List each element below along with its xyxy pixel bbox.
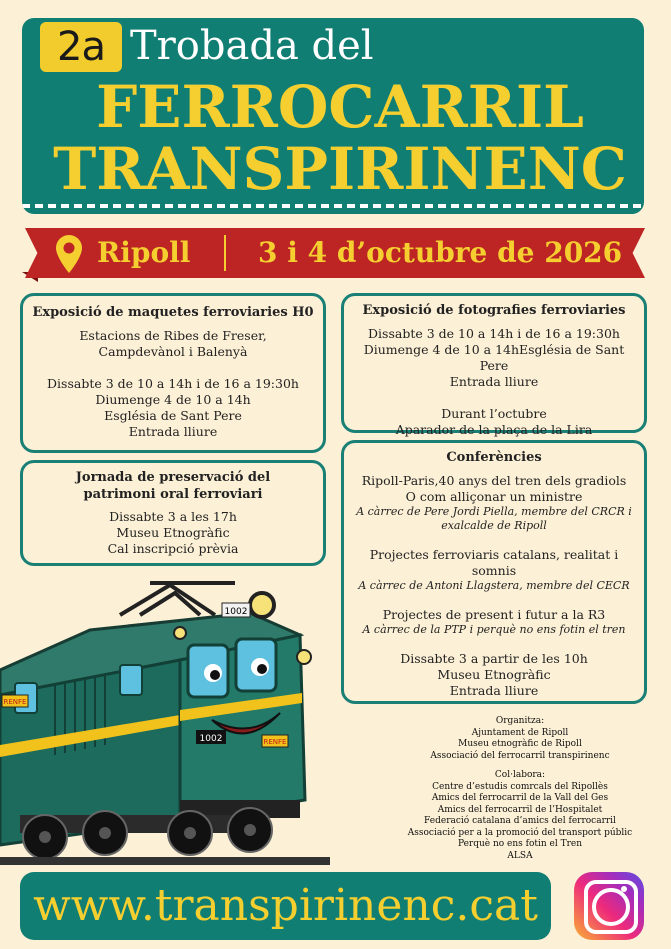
text-line: Dissabte 3 a partir de les 10h bbox=[400, 651, 588, 666]
box-conferencies bbox=[341, 440, 647, 704]
organizer-item: Ajuntament de Ripoll bbox=[471, 727, 569, 738]
talk-title: Projectes de present i futur a la R3 bbox=[382, 607, 606, 622]
ribbon-divider bbox=[224, 235, 226, 271]
box-title: Jornada de preservació del bbox=[75, 470, 271, 485]
talk-speaker: A càrrec de Antoni Llagstera, membre del CECR bbox=[358, 579, 630, 592]
collaborator-item: Federació catalana d’amics del ferrocarril bbox=[424, 816, 616, 826]
collaborator-item: ALSA bbox=[507, 850, 533, 861]
location-label: Ripoll bbox=[97, 236, 191, 269]
text-line: Campdevànol i Balenyà bbox=[98, 344, 248, 359]
organitza-label: Organitza: bbox=[495, 716, 545, 726]
text-line: Museu Etnogràfic bbox=[437, 667, 551, 682]
instagram-icon-lens bbox=[592, 888, 630, 926]
box-title: Exposició de maquetes ferroviaries H0 bbox=[32, 305, 314, 320]
title-line-2: TRANSPIRINENC bbox=[53, 135, 627, 203]
talk-speaker: A càrrec de Pere Jordi Piella, membre del CRCR i bbox=[356, 505, 632, 518]
collaborator-item: Centre d’estudis comrcals del Ripollès bbox=[432, 781, 608, 792]
text-line: Museu Etnogràfic bbox=[116, 525, 230, 540]
map-pin-icon bbox=[55, 234, 83, 274]
box-jornada bbox=[20, 460, 326, 566]
collaborator-item: Amics del ferrocarril de la Vall del Ges bbox=[431, 793, 609, 803]
text-line: Església de Sant Pere bbox=[104, 408, 242, 423]
text-line: Entrada lliure bbox=[449, 374, 539, 389]
train-number-front: 1002 bbox=[199, 734, 223, 744]
organizer-item: Associació del ferrocarril transpirinenc bbox=[430, 750, 610, 761]
train-number-top: 1002 bbox=[224, 607, 248, 617]
box-expo-maquetes bbox=[20, 293, 326, 453]
text-line: Durant l’octubre bbox=[441, 406, 547, 421]
text-line: Dissabte 3 de 10 a 14h i de 16 a 19:30h bbox=[368, 326, 620, 341]
edition-badge: 2a bbox=[40, 22, 122, 72]
text-line: Diumenge 4 de 10 a 14h bbox=[95, 392, 251, 407]
talk-speaker: exalcalde de Ripoll bbox=[441, 519, 547, 532]
website-link[interactable]: www.transpirinenc.cat bbox=[20, 872, 551, 940]
talk-title: O com alliçonar un ministre bbox=[405, 489, 583, 504]
pantograph bbox=[120, 583, 235, 615]
talk-title: Ripoll-Paris,40 anys del tren dels gradiols bbox=[361, 473, 627, 488]
brand-plate-left: RENFE bbox=[3, 698, 27, 706]
box-title: patrimoni oral ferroviari bbox=[83, 487, 263, 502]
box-title: Conferències bbox=[446, 450, 542, 465]
text-line: Cal inscripció prèvia bbox=[107, 541, 239, 556]
talk-title: Projectes ferroviaris catalans, realitat i somnis bbox=[369, 547, 619, 578]
organizer-item: Museu etnogràfic de Ripoll bbox=[458, 739, 582, 749]
box-title: Exposició de fotografies ferroviaries bbox=[362, 303, 626, 318]
train-illustration bbox=[0, 575, 330, 870]
text-line: Dissabte 3 de 10 a 14h i de 16 a 19:30h bbox=[47, 376, 299, 391]
collaborator-item: Perquè no ens fotin el Tren bbox=[457, 839, 583, 849]
collaborator-item: Associació per a la promoció del transport públic bbox=[407, 827, 633, 838]
text-line: Diumenge 4 de 10 a 14hEsglésia de Sant Pere bbox=[363, 342, 625, 373]
text-line: Aparador de la plaça de la Lira bbox=[395, 422, 593, 437]
text-line: Estacions de Ribes de Freser, bbox=[79, 328, 267, 343]
box-expo-fotos bbox=[341, 293, 647, 437]
talk-speaker: A càrrec de la PTP i perquè no ens fotin el tren bbox=[362, 623, 626, 636]
instagram-icon-dot bbox=[621, 886, 627, 892]
collabora-label: Col·labora: bbox=[494, 770, 546, 780]
text-line: Entrada lliure bbox=[449, 683, 539, 698]
title-small: Trobada del bbox=[130, 23, 374, 69]
text-line: Dissabte 3 a les 17h bbox=[109, 509, 237, 524]
collaborator-item: Amics del ferrocarril de l’Hospitalet bbox=[437, 804, 603, 815]
banner-dashed-line bbox=[22, 204, 644, 208]
title-line-1: FERROCARRIL bbox=[96, 73, 584, 141]
brand-plate-right: RENFE bbox=[263, 738, 287, 746]
text-line: Entrada lliure bbox=[128, 424, 218, 439]
organizers-block bbox=[400, 716, 640, 862]
event-dates: 3 i 4 d’octubre de 2026 bbox=[258, 236, 623, 269]
